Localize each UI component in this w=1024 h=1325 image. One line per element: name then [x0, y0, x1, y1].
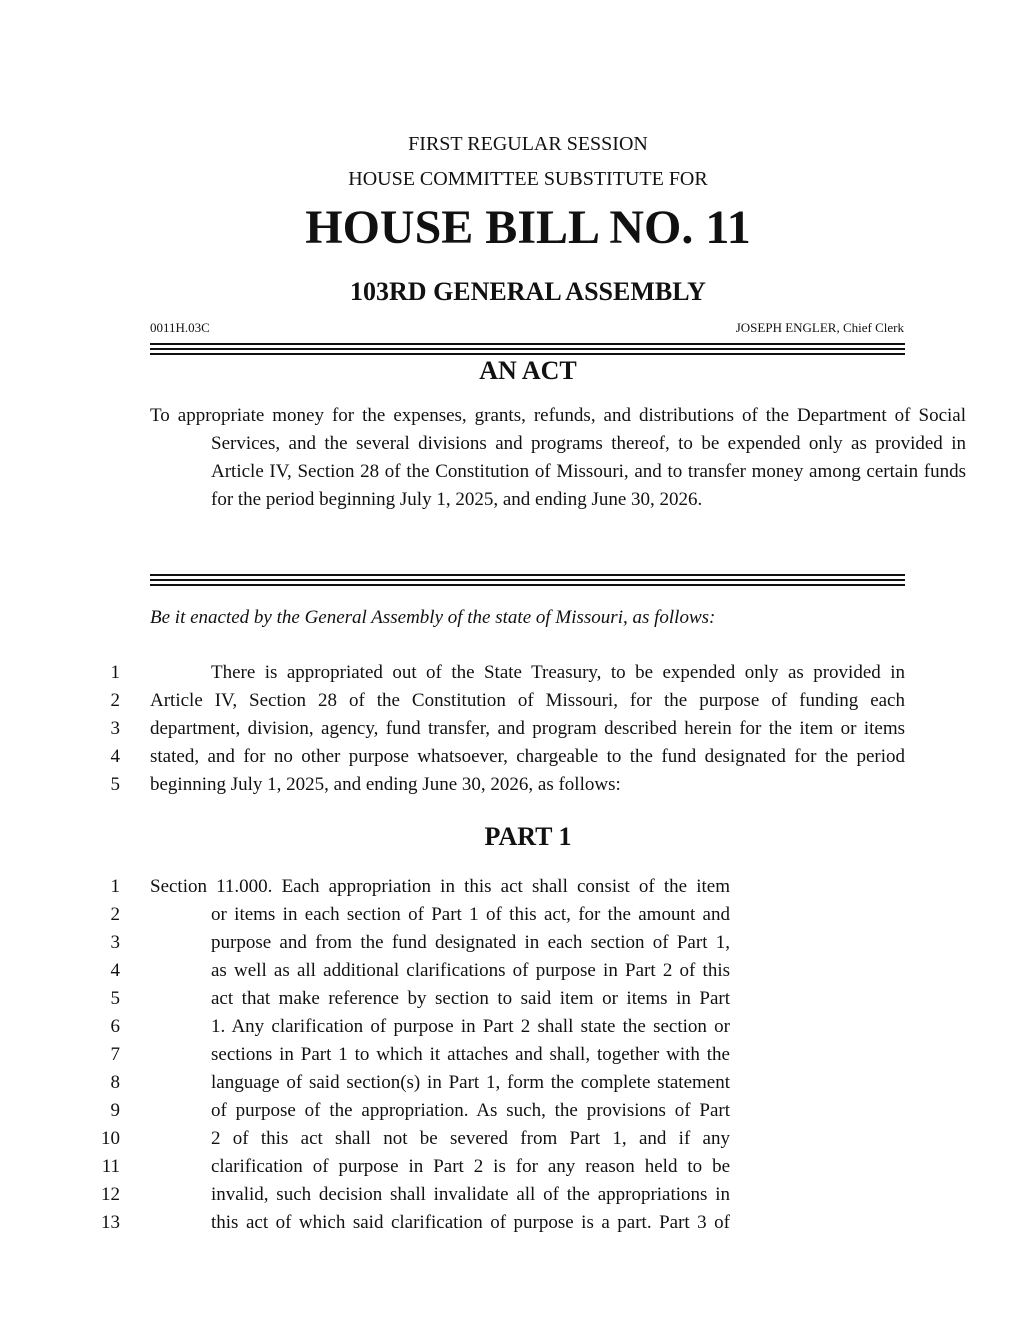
header-rule-middle	[150, 348, 905, 350]
line-number: 9	[110, 1100, 120, 1121]
intro-line: There is appropriated out of the State Treasury, to be expended only as provided in	[211, 662, 905, 683]
part-heading: PART 1	[484, 822, 572, 851]
line-number: 1	[110, 662, 120, 683]
bill-title: HOUSE BILL NO. 11	[305, 201, 751, 254]
line-number: 2	[110, 904, 120, 925]
section-line: purpose and from the fund designated in each section of Part 1,	[211, 932, 730, 953]
bill-code: 0011H.03C	[150, 320, 210, 335]
act-description: To appropriate money for the expenses, grants, refunds, and distributions of the Department of Social Services, and the several divisions and programs thereof, to be expended only as provided in Article IV, Section 28 of the Constitution of Missouri, and to transfer money among certain funds for the period beginning July 1, 2025, and ending June 30, 2026.	[150, 405, 966, 510]
act-rule-middle	[150, 579, 905, 581]
section-line: sections in Part 1 to which it attaches and shall, together with the	[211, 1044, 730, 1065]
section-line: or items in each section of Part 1 of this act, for the amount and	[211, 904, 730, 925]
substitute-label: HOUSE COMMITTEE SUBSTITUTE FOR	[348, 168, 708, 190]
line-number: 4	[110, 960, 120, 981]
chief-clerk: JOSEPH ENGLER, Chief Clerk	[735, 320, 904, 335]
assembly-label: 103RD GENERAL ASSEMBLY	[350, 277, 706, 306]
line-number: 2	[110, 690, 120, 711]
session-label: FIRST REGULAR SESSION	[408, 133, 648, 155]
section-line: language of said section(s) in Part 1, form the complete statement	[211, 1072, 730, 1093]
section-line: 2 of this act shall not be severed from Part 1, and if any	[211, 1128, 730, 1149]
line-number: 5	[110, 988, 120, 1009]
enacting-clause: Be it enacted by the General Assembly of the state of Missouri, as follows:	[150, 607, 716, 628]
section-line: as well as all additional clarifications of purpose in Part 2 of this	[211, 960, 730, 981]
section-line: act that make reference by section to said item or items in Part	[211, 988, 730, 1009]
line-number: 4	[110, 746, 120, 767]
line-number: 7	[110, 1044, 120, 1065]
intro-line: beginning July 1, 2025, and ending June 30, 2026, as follows:	[150, 774, 621, 795]
line-number: 10	[101, 1128, 120, 1149]
line-number: 1	[110, 876, 120, 897]
line-number: 3	[110, 932, 120, 953]
intro-line: department, division, agency, fund transfer, and program described herein for the item or items	[150, 718, 905, 739]
act-rule-bottom	[150, 584, 905, 586]
line-number: 12	[101, 1184, 120, 1205]
intro-line: Article IV, Section 28 of the Constitution of Missouri, for the purpose of funding each	[150, 690, 905, 711]
section-line: this act of which said clarification of purpose is a part. Part 3 of	[211, 1212, 730, 1233]
section-line: invalid, such decision shall invalidate all of the appropriations in	[211, 1184, 730, 1205]
line-number: 6	[110, 1016, 120, 1037]
line-number: 3	[110, 718, 120, 739]
header-rule-top	[150, 343, 905, 345]
line-number: 8	[110, 1072, 120, 1093]
act-heading: AN ACT	[479, 356, 577, 385]
section-line: of purpose of the appropriation. As such, the provisions of Part	[211, 1100, 730, 1121]
line-number: 13	[101, 1212, 120, 1233]
section-line: Section 11.000. Each appropriation in this act shall consist of the item	[150, 876, 730, 897]
intro-line: stated, and for no other purpose whatsoever, chargeable to the fund designated for the period	[150, 746, 905, 767]
section-line: 1. Any clarification of purpose in Part 2 shall state the section or	[211, 1016, 730, 1037]
act-rule-top	[150, 574, 905, 576]
header-rule-bottom	[150, 353, 905, 355]
line-number: 5	[110, 774, 120, 795]
line-number: 11	[101, 1156, 120, 1177]
section-line: clarification of purpose in Part 2 is for any reason held to be	[211, 1156, 730, 1177]
